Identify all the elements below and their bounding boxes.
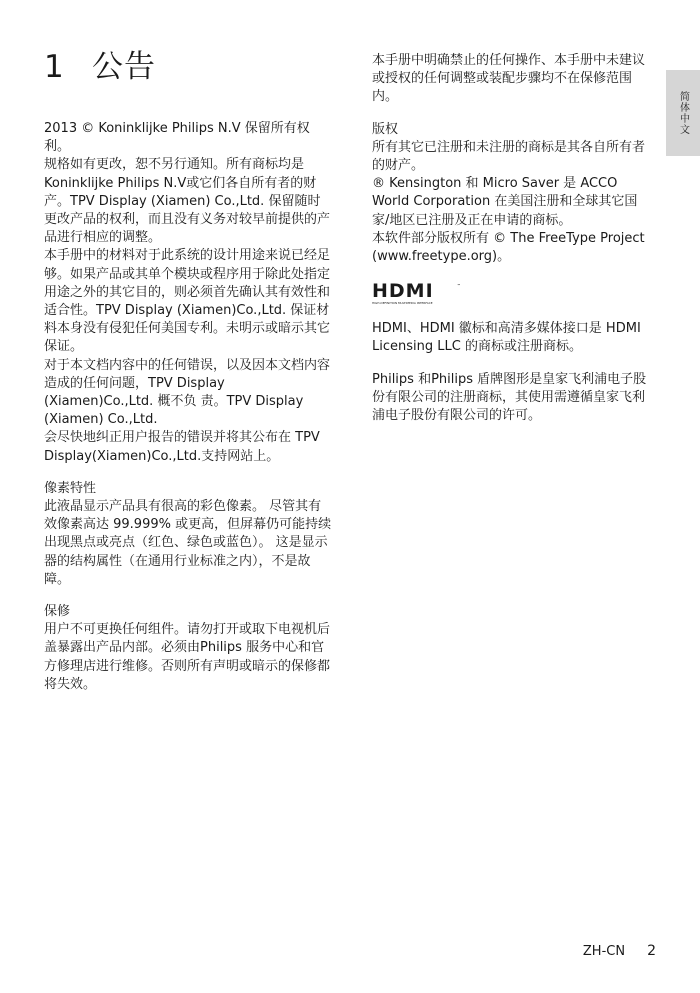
- section-title: 公告: [92, 49, 156, 85]
- liability-paragraph: 对于本文档内容中的任何错误，以及因本文档内容造成的任何问题，TPV Display (Xiamen)Co.,Ltd. 概不负 责。TPV Display (Xiamen) Co.,Ltd.: [44, 357, 331, 428]
- footer-locale: ZH-CN: [582, 943, 626, 959]
- repair-section-title: 保修: [44, 604, 71, 620]
- hdmi-logo-tagline: HIGH-DEFINITION MULTIMEDIA INTERFACE: [372, 301, 433, 306]
- trademark-paragraph: 所有其它已注册和未注册的商标是其各自所有者的财产。: [372, 139, 646, 174]
- repair-section-body: 用户不可更换任何组件。请勿打开或取下电视机后盖暴露出产品内部。必须由Philips 服务中心和官方修理店进行维修。否则所有声明或暗示的保修都将失效。: [44, 622, 331, 692]
- usage-paragraph: 本手册中的材料对于此系统的设计用途来说已经足够。如果产品或其单个模块或程序用于除此处指定用途之外的其它目的，则必须首先确认其有效性和适合性。TPV Display (Xiamen)Co.,Ltd. 保证材料本身没有侵犯任何美国专利。未明示或暗示其它保证。: [44, 248, 331, 355]
- pixel-section-title: 像素特性: [44, 480, 97, 496]
- page-heading: [44, 49, 156, 85]
- section-number: 1: [44, 49, 65, 85]
- right-column: [372, 52, 650, 425]
- hdmi-logo: [372, 280, 464, 308]
- hdmi-logo-tm: ™: [457, 283, 461, 289]
- language-tab: [666, 70, 700, 156]
- copyright-line: 2013 © Koninklijke Philips N.V 保留所有权利。: [44, 121, 310, 155]
- spec-change-paragraph: 规格如有更改，恕不另行通知。所有商标均是Koninklijke Philips N.V或它们各自所有者的财产。TPV Display (Xiamen) Co.,Ltd. 保留随时更改产品的权利，而且没有义务对较早前提供的产品进行相应的调整。: [44, 157, 331, 246]
- freetype-paragraph: 本软件部分版权所有 © The FreeType Project (www.freetype.org)。: [372, 230, 645, 265]
- hdmi-trademark-paragraph: HDMI、HDMI 徽标和高清多媒体接口是 HDMI Licensing LLC 的商标或注册商标。: [372, 321, 641, 355]
- warranty-exclusion-paragraph: 本手册中明确禁止的任何操作、本手册中未建议或授权的任何调整或装配步骤均不在保修范围内。: [372, 53, 646, 105]
- philips-trademark-paragraph: Philips 和Philips 盾牌图形是皇家飞利浦电子股份有限公司的注册商标，其使用需遵循皇家飞利浦电子股份有限公司的许可。: [372, 371, 647, 424]
- language-tab-label: 简体中文: [677, 91, 689, 135]
- pixel-section-body: 此液晶显示产品具有很高的彩色像素。 尽管其有效像素高达 99.999% 或更高，但屏幕仍可能持续出现黑点或亮点（红色、绿色或蓝色）。 这是显示器的结构属性（在通用行业标准之内），不是故障。: [44, 499, 332, 587]
- correction-paragraph: 会尽快地纠正用户报告的错误并将其公布在 TPV Display(Xiamen)Co.,Ltd.支持网站上。: [44, 430, 320, 464]
- page-footer: [583, 943, 656, 959]
- page-number: 2: [647, 943, 656, 959]
- left-column: [44, 120, 332, 694]
- copyright-section-title: 版权: [372, 121, 399, 137]
- hdmi-logo-word: HDMI: [372, 280, 434, 303]
- kensington-paragraph: ® Kensington 和 Micro Saver 是 ACCO World Corporation 在美国注册和全球其它国家/地区已注册及正在申请的商标。: [372, 176, 638, 228]
